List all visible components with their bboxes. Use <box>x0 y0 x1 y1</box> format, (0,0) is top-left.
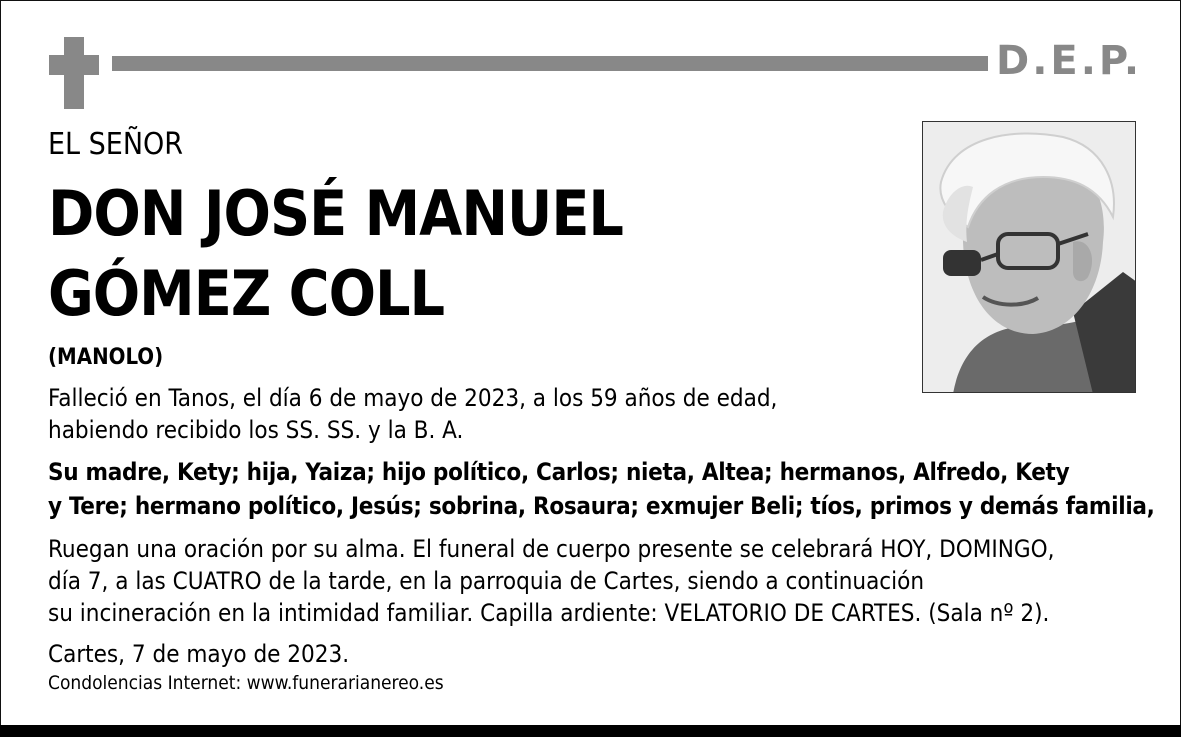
portrait-photo <box>922 121 1136 393</box>
family-line1: Su madre, Kety; hija, Yaiza; hijo político, Carlos; nieta, Altea; hermanos, Alfredo, Kety <box>48 458 1070 486</box>
dep-label: D.E.P. <box>996 38 1143 84</box>
death-info-line2: habiendo recibido los SS. SS. y la B. A. <box>48 416 464 444</box>
prayer-line3: su incineración en la intimidad familiar. Capilla ardiente: VELATORIO DE CARTES. (Sala nº 2). <box>48 599 1050 627</box>
cross-horizontal-bar <box>49 55 99 75</box>
deceased-name-line1: DON JOSÉ MANUEL <box>48 177 623 250</box>
portrait-illustration <box>923 122 1136 393</box>
prayer-line2: día 7, a las CUATRO de la tarde, en la parroquia de Cartes, siendo a continuación <box>48 567 925 595</box>
honorific: EL SEÑOR <box>48 127 184 162</box>
condolences-link[interactable]: Condolencias Internet: www.funerarianereo.es <box>48 672 444 694</box>
header-rule <box>112 56 988 71</box>
family-line2: y Tere; hermano político, Jesús; sobrina, Rosaura; exmujer Beli; tíos, primos y demás familia, <box>48 492 1155 520</box>
prayer-line1: Ruegan una oración por su alma. El funeral de cuerpo presente se celebrará HOY, DOMINGO, <box>48 535 1055 563</box>
cross-icon <box>49 37 99 109</box>
nickname: (MANOLO) <box>48 345 164 370</box>
bottom-rule <box>0 725 1181 737</box>
death-info-line1: Falleció en Tanos, el día 6 de mayo de 2023, a los 59 años de edad, <box>48 384 778 412</box>
deceased-name-line2: GÓMEZ COLL <box>48 257 445 330</box>
place-date: Cartes, 7 de mayo de 2023. <box>48 640 350 668</box>
